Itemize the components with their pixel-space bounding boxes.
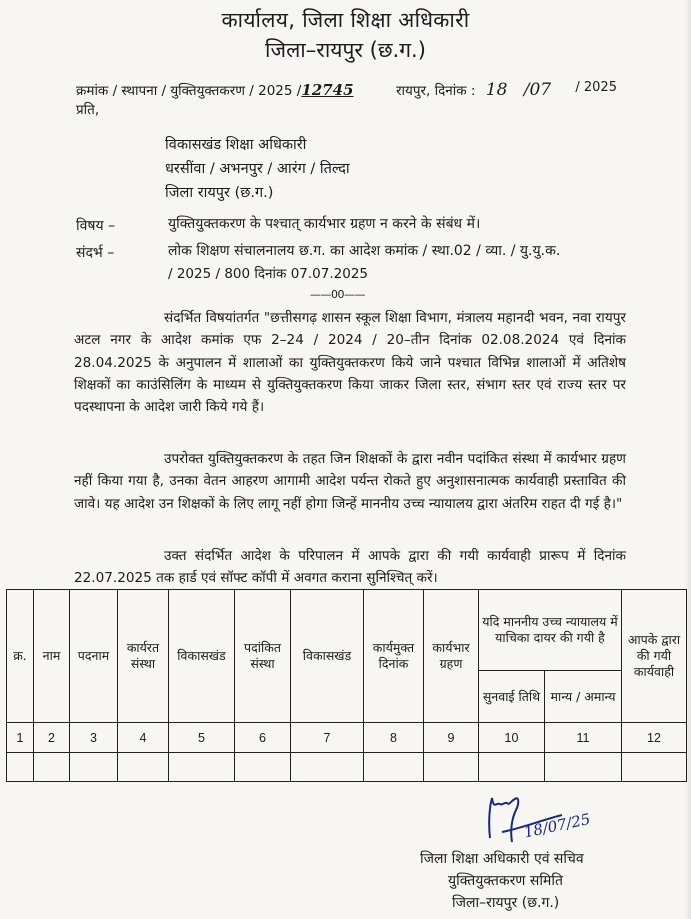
- date-month-handwritten: /07: [523, 80, 552, 100]
- separator: ——00——: [310, 288, 365, 301]
- header-designation: पदनाम: [70, 590, 118, 723]
- reference-number-handwritten: 12745: [301, 81, 354, 99]
- header-valid-invalid: मान्य / अमान्य: [545, 671, 622, 723]
- column-number: 3: [70, 723, 118, 753]
- table-column-number-row: [7, 723, 687, 753]
- header-joining: कार्यभार ग्रहण: [424, 590, 479, 723]
- body-paragraph-2: [74, 448, 626, 515]
- header-posted-institution: पदांकित संस्था: [235, 590, 291, 723]
- blank-cell: [34, 753, 70, 782]
- signatory-committee: युक्तियुक्तकरण समिति: [448, 873, 563, 889]
- subject-label: विषय –: [76, 218, 116, 234]
- place-date-label: रायपुर, दिनांक :: [396, 83, 476, 99]
- header-high-court-petition: यदि माननीय उच्च न्यायालय में याचिका दायर की गयी है: [479, 590, 622, 671]
- date-day-handwritten: 18: [485, 80, 508, 100]
- office-district: जिला–रायपुर (छ.ग.): [265, 38, 426, 62]
- header-block: विकासखंड: [169, 590, 235, 723]
- header-relieved-date: कार्यमुक्त दिनांक: [364, 590, 424, 723]
- column-number: 6: [235, 723, 291, 753]
- blank-cell: [118, 753, 169, 782]
- subject-text: युक्तियुक्तकरण के पश्चात् कार्यभार ग्रहण न करने के संबंध में।: [168, 216, 481, 232]
- header-posted-block: विकासखंड: [291, 590, 364, 723]
- column-number: 7: [291, 723, 364, 753]
- column-number: 5: [169, 723, 235, 753]
- column-number: 4: [118, 723, 169, 753]
- blank-cell: [7, 753, 34, 782]
- column-number: 8: [364, 723, 424, 753]
- proforma-table: [6, 589, 687, 782]
- reference-prefix: क्रमांक / स्थापना / युक्तियुक्तकरण / 2025 /: [76, 83, 302, 99]
- column-number: 9: [424, 723, 479, 753]
- blank-cell: [169, 753, 235, 782]
- body-paragraph-3-text: उक्त संदर्भित आदेश के परिपालन में आपके द्वारा की गयी कार्यवाही प्रारूप में दिनांक 22.07.2025 तक हार्ड एवं सॉफ्ट कॉपी में अवगत कराना सुनिश्चित् करें।: [74, 548, 626, 587]
- column-number: 11: [545, 723, 622, 753]
- reference-label: संदर्भ –: [76, 245, 115, 261]
- date-year: / 2025: [575, 80, 617, 95]
- body-paragraph-1-text: संदर्भित विषयांतर्गत "छत्तीसगढ़ शासन स्कूल शिक्षा विभाग, मंत्रालय महानदी भवन, नवा रायपुर अटल नगर के आदेश कमांक एफ 2–24 / 2024 / 20–तीन दिनांक 02.08.2024 एवं दिनांक 28.04.2025 के अनुपालन में शालाओं का युक्तियुक्तकरण किये जाने पश्चात विभिन्न शालाओं में अतिशेष शिक्षकों का काउंसिलिंग के माध्यम से युक्तियुक्तकरण किया जाकर जिला स्तर, संभाग स्तर एवं राज्य स्तर पर पदस्थापना के आदेश जारी किये गये हैं।: [74, 310, 626, 416]
- signatory-designation: जिला शिक्षा अधिकारी एवं सचिव: [420, 851, 584, 867]
- column-number: 12: [622, 723, 687, 753]
- blank-cell: [479, 753, 545, 782]
- blank-cell: [364, 753, 424, 782]
- column-number: 2: [34, 723, 70, 753]
- blank-cell: [235, 753, 291, 782]
- table-blank-row: [7, 753, 687, 782]
- addressee-line-2: धरसींवा / अभनपुर / आरंग / तिल्दा: [165, 161, 350, 177]
- body-paragraph-1: [74, 307, 626, 418]
- blank-cell: [622, 753, 687, 782]
- signatory-district: जिला–रायपुर (छ.ग.): [452, 895, 560, 911]
- body-paragraph-2-text: उपरोक्त युक्तियुक्तकरण के तहत जिन शिक्षकों के द्वारा नवीन पदांकित संस्था में कार्यभार ग्रहण नहीं किया गया है, उनका वेतन आहरण आगामी आदेश पर्यन्त रोकते हुए अनुशासनात्मक कार्यवाही प्रस्तावित की जावे। यह आदेश उन शिक्षकों के लिए लागू नहीं होगा जिन्हें माननीय उच्च न्यायालय द्वारा अंतरिम राहत दी गई है।": [74, 451, 626, 512]
- signature-icon: [482, 790, 632, 845]
- office-title: कार्यालय, जिला शिक्षा अधिकारी: [221, 8, 470, 32]
- header-hearing-date: सुनवाई तिथि: [479, 671, 545, 723]
- blank-cell: [545, 753, 622, 782]
- blank-cell: [70, 753, 118, 782]
- place-date: [396, 80, 617, 100]
- body-paragraph-3: [74, 545, 626, 590]
- to-label: प्रति,: [76, 102, 100, 118]
- column-number: 10: [479, 723, 545, 753]
- reference-order-line-1: लोक शिक्षण संचालनालय छ.ग. का आदेश कमांक / स्था.02 / व्या. / यु.यु.क.: [168, 243, 561, 259]
- table-header-row: [7, 590, 687, 671]
- reference-number: [76, 81, 354, 99]
- addressee-line-1: विकासखंड शिक्षा अधिकारी: [165, 137, 307, 153]
- scan-shadow: [685, 0, 691, 919]
- blank-cell: [424, 753, 479, 782]
- header-action-taken: आपके द्वारा की गयी कार्यवाही: [622, 590, 687, 723]
- header-working-institution: कार्यरत संस्था: [118, 590, 169, 723]
- header-serial: क्र.: [7, 590, 34, 723]
- reference-order-line-2: / 2025 / 800 दिनांक 07.07.2025: [168, 266, 368, 282]
- column-number: 1: [7, 723, 34, 753]
- blank-cell: [291, 753, 364, 782]
- signature-date: 18/07/25: [522, 809, 592, 842]
- addressee-line-3: जिला रायपुर (छ.ग.): [165, 185, 274, 201]
- header-name: नाम: [34, 590, 70, 723]
